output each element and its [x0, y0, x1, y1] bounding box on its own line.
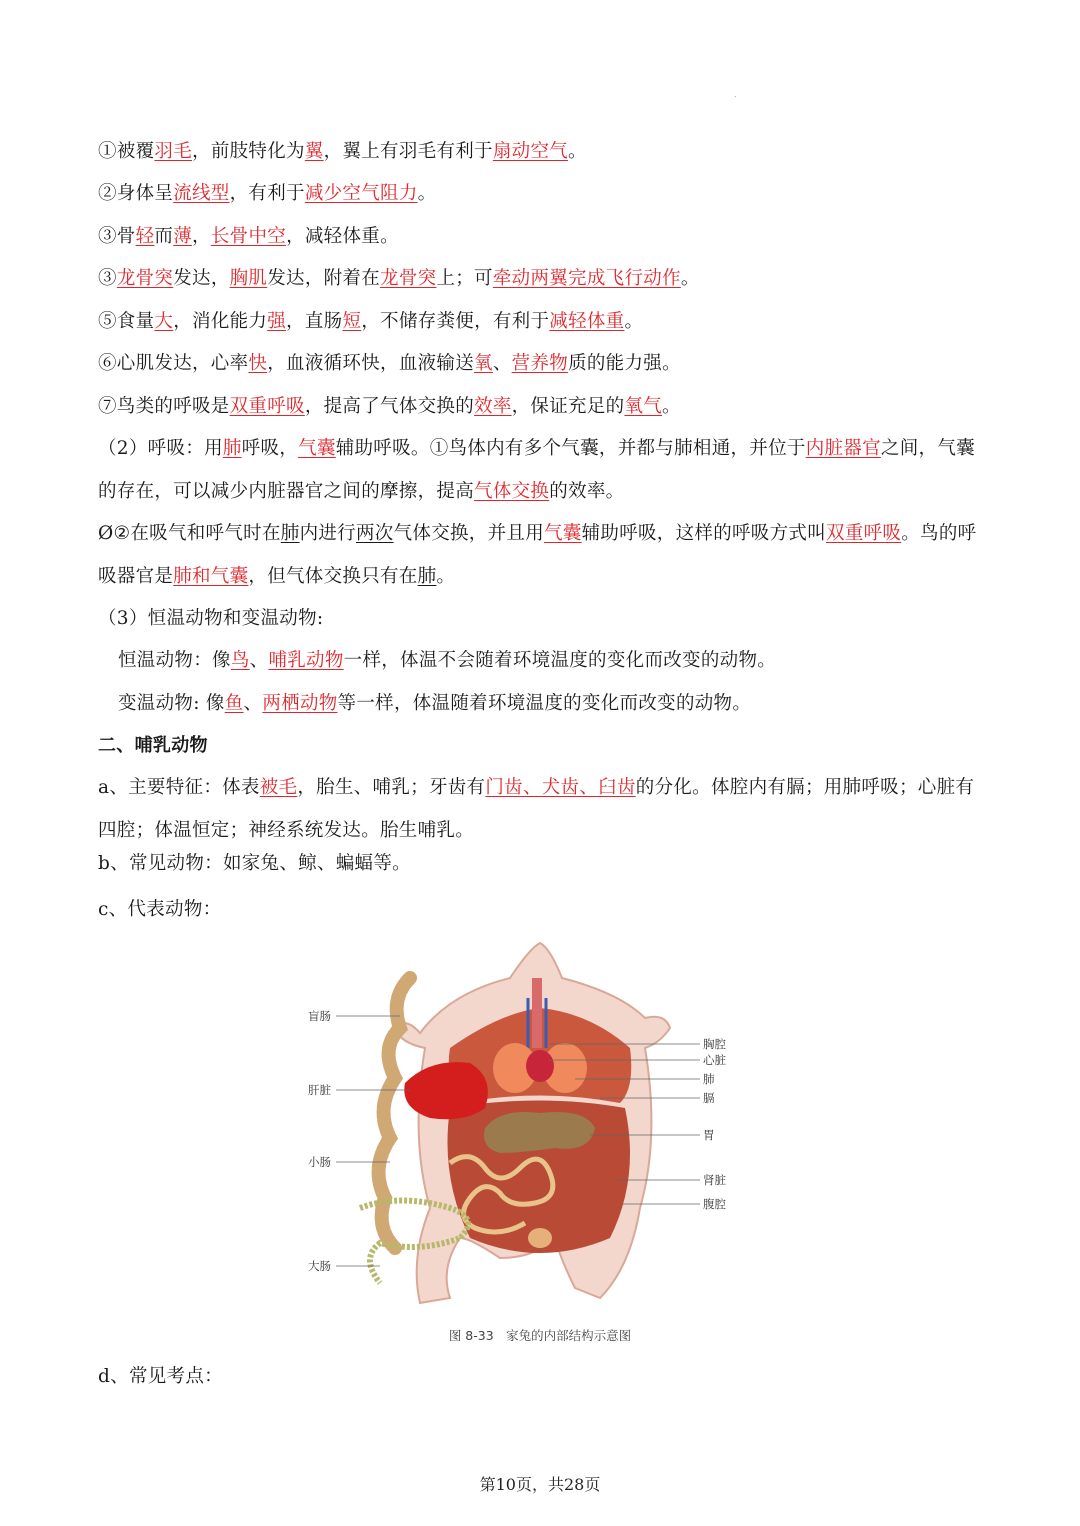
text-segment: 而: [154, 226, 174, 247]
liver: [404, 1062, 488, 1119]
text-segment: d、常见考点：: [98, 1366, 223, 1387]
text-line: [98, 776, 974, 800]
text-segment: ，血液循环快，血液输送: [267, 353, 475, 374]
text-line: [98, 182, 436, 206]
highlighted-term: 气体交换: [474, 481, 550, 502]
text-segment: 。: [568, 141, 587, 162]
text-segment: 。: [624, 311, 644, 332]
text-segment: ②身体呈: [98, 183, 174, 204]
text-segment: 吸器官是: [98, 566, 174, 587]
page-footer: 第10页，共28页: [479, 1475, 601, 1494]
highlighted-term: 肺和气囊: [173, 566, 249, 587]
text-segment: 的分化。体腔内有膈；用肺呼吸；心脏有: [635, 777, 975, 798]
text-segment: 发达，附着在: [267, 268, 381, 289]
text-segment: ③: [98, 268, 117, 289]
text-segment: 。: [417, 183, 437, 204]
text-segment: 、: [249, 650, 269, 671]
text-segment: 。: [436, 566, 456, 587]
highlighted-term: 大: [154, 311, 174, 332]
text-line: [118, 649, 776, 673]
text-segment: 质的能力强。: [568, 353, 681, 374]
highlighted-term: 轻: [135, 226, 155, 247]
highlighted-term: 气囊: [298, 438, 336, 459]
text-segment: ，胎生、哺乳；牙齿有: [297, 777, 486, 798]
text-line: [98, 352, 681, 376]
text-segment: 呼吸，: [241, 438, 299, 459]
underlined-term: 肺: [280, 523, 300, 544]
text-segment: ，: [192, 226, 211, 247]
highlighted-term: 短: [342, 311, 362, 332]
text-segment: 辅助呼吸。①鸟体内有多个气囊，并都与肺相通，并位于: [335, 438, 806, 459]
heart: [526, 1050, 554, 1082]
text-line: [98, 522, 976, 546]
text-segment: 变温动物: 像: [118, 693, 225, 714]
text-segment: Ø②在吸气和呼气时在: [98, 523, 281, 544]
label-caecum: 盲肠: [308, 1009, 331, 1023]
text-segment: ，不储存粪便，有利于: [361, 311, 550, 332]
stomach: [484, 1112, 595, 1153]
highlighted-term: 牵动两翼完成飞行动作: [492, 268, 681, 289]
text-segment: ，但气体交换只有在: [248, 566, 418, 587]
text-segment: ⑦鸟类的呼吸是: [98, 396, 230, 417]
highlighted-term: 减轻体重: [549, 311, 625, 332]
text-segment: 四腔；体温恒定；神经系统发达。胎生哺乳。: [98, 820, 475, 841]
text-segment: ，直肠: [286, 311, 343, 332]
text-segment: ，翼上有羽毛有利于: [323, 141, 493, 162]
corner-mark: .: [734, 90, 737, 99]
text-segment: ，前肢特化为: [192, 141, 305, 162]
text-segment: 气体交换，并且用: [393, 523, 544, 544]
text-segment: 恒温动物：像: [118, 650, 231, 671]
text-line: [98, 565, 455, 589]
label-heart: 心脏: [703, 1053, 726, 1067]
text-segment: b、常见动物：如家兔、鲸、蝙蝠等。: [98, 853, 411, 874]
highlighted-term: 羽毛: [154, 141, 193, 162]
text-segment: 。: [680, 268, 700, 289]
text-segment: ，减轻体重。: [286, 226, 399, 247]
text-line: [98, 898, 221, 922]
text-segment: ，消化能力: [173, 311, 268, 332]
text-segment: 、: [492, 353, 512, 374]
underlined-term: 两次: [355, 523, 394, 544]
text-segment: 。: [662, 396, 681, 417]
label-large-intestine: 大肠: [308, 1259, 331, 1273]
highlighted-term: 两栖动物: [262, 693, 338, 714]
text-segment: ①被覆: [98, 141, 155, 162]
text-segment: 内进行: [299, 523, 356, 544]
highlighted-term: 氧: [474, 353, 493, 374]
bladder: [528, 1228, 552, 1248]
highlighted-term: 流线型: [173, 183, 230, 204]
label-liver: 肝脏: [308, 1083, 331, 1097]
label-diaphragm: 膈: [703, 1091, 715, 1105]
label-thoracic-cavity: 胸腔: [703, 1037, 726, 1051]
text-segment: ⑥心肌发达，心率: [98, 353, 249, 374]
text-line: [98, 310, 643, 334]
text-line: [98, 395, 681, 419]
highlighted-term: 长骨中空: [210, 226, 287, 247]
highlighted-term: 翼: [304, 141, 324, 162]
figure-caption: 图 8-33 家兔的内部结构示意图: [448, 1328, 632, 1343]
text-segment: 、: [243, 693, 263, 714]
highlighted-term: 胸肌: [229, 268, 268, 289]
highlighted-term: 肺: [222, 438, 242, 459]
text-line: [98, 607, 323, 631]
text-segment: （3）恒温动物和变温动物:: [98, 608, 324, 629]
text-segment: 上；可: [436, 268, 493, 289]
highlighted-term: 双重呼吸: [229, 396, 305, 417]
highlighted-term: 营养物: [511, 353, 569, 374]
text-line: [98, 267, 700, 291]
text-segment: ⑤食量: [98, 311, 155, 332]
section-heading: [98, 734, 208, 758]
highlighted-term: 门齿、犬齿、臼齿: [485, 777, 636, 798]
text-segment: a、主要特征：体表: [98, 777, 260, 798]
text-segment: ，提高了气体交换的: [304, 396, 475, 417]
highlighted-term: 龙骨突: [380, 268, 437, 289]
text-segment: 二、哺乳动物: [98, 735, 208, 756]
text-segment: c、代表动物：: [98, 899, 222, 920]
highlighted-term: 氧气: [624, 396, 663, 417]
text-segment: 之间，气囊: [880, 438, 975, 459]
label-small-intestine: 小肠: [308, 1155, 331, 1169]
highlighted-term: 薄: [173, 226, 193, 247]
text-line: [98, 852, 411, 876]
text-segment: 一样，体温不会随着环境温度的变化而改变的动物。: [343, 650, 777, 671]
highlighted-term: 鸟: [230, 650, 250, 671]
text-line: [98, 140, 587, 164]
highlighted-term: 减少空气阻力: [304, 183, 418, 204]
text-line: [98, 437, 975, 461]
caecum: [379, 978, 410, 1248]
rabbit-anatomy-figure: [300, 938, 740, 1308]
text-segment: 发达，: [173, 268, 230, 289]
highlighted-term: 内脏器官: [805, 438, 881, 459]
text-segment: 等一样，体温随着环境温度的变化而改变的动物。: [337, 693, 752, 714]
text-line: [98, 225, 399, 249]
text-segment: 。鸟的呼: [901, 523, 977, 544]
highlighted-term: 气囊: [544, 523, 582, 544]
highlighted-term: 被毛: [259, 777, 298, 798]
text-line: [98, 480, 624, 504]
highlighted-term: 强: [267, 311, 287, 332]
text-segment: ③骨: [98, 226, 136, 247]
text-segment: ，有利于: [229, 183, 305, 204]
underlined-term: 肺: [417, 566, 437, 587]
label-abdominal-cavity: 腹腔: [703, 1197, 726, 1211]
label-kidney: 肾脏: [703, 1173, 726, 1187]
text-segment: 的效率。: [549, 481, 625, 502]
text-segment: ，保证充足的: [511, 396, 625, 417]
highlighted-term: 哺乳动物: [268, 650, 344, 671]
highlighted-term: 扇动空气: [492, 141, 569, 162]
highlighted-term: 双重呼吸: [826, 523, 902, 544]
highlighted-term: 龙骨突: [116, 268, 174, 289]
highlighted-term: 鱼: [224, 693, 244, 714]
label-stomach: 胃: [703, 1128, 715, 1142]
text-segment: （2）呼吸：用: [98, 438, 223, 459]
label-lung: 肺: [703, 1072, 715, 1086]
highlighted-term: 快: [248, 353, 268, 374]
text-segment: 的存在，可以减少内脏器官之间的摩擦，提高: [98, 481, 475, 502]
highlighted-term: 效率: [474, 396, 512, 417]
trachea: [532, 978, 542, 1048]
text-segment: 辅助呼吸，这样的呼吸方式叫: [581, 523, 827, 544]
text-line: [98, 1365, 223, 1389]
text-line: [118, 692, 751, 716]
text-line: [98, 819, 474, 843]
